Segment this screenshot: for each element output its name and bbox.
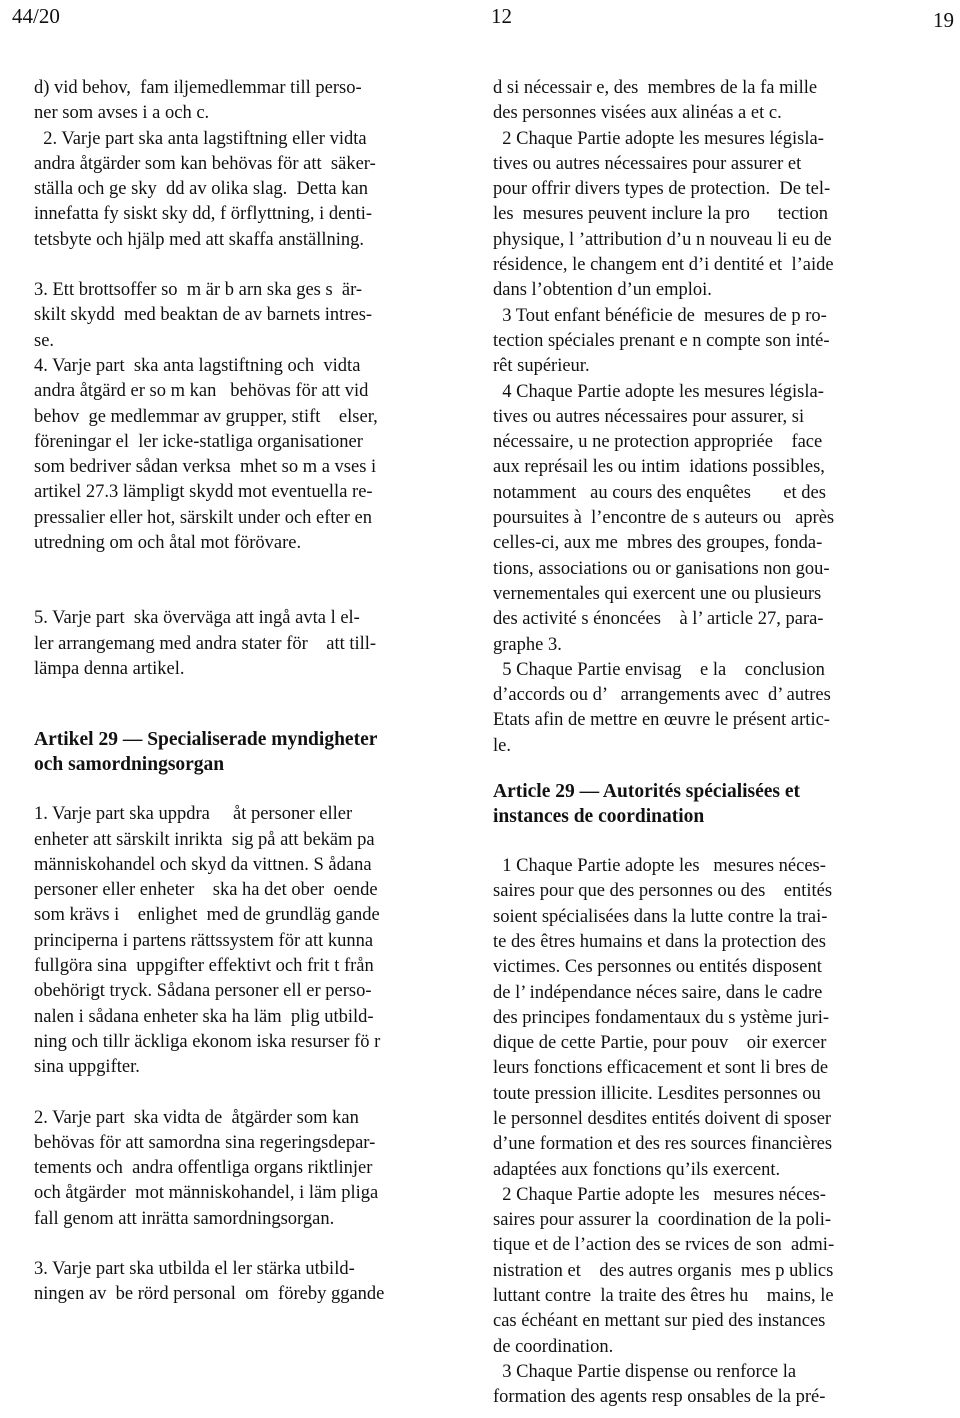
text-line: se. xyxy=(34,330,55,351)
page-header xyxy=(0,0,960,40)
paragraph-gap xyxy=(34,253,466,278)
paragraph-gap xyxy=(34,682,466,707)
text-line: behov ge medlemmar av grupper, stift elser, xyxy=(34,406,378,427)
text-line: saires pour que des personnes ou des entités xyxy=(493,881,833,902)
text-line: sina uppgifter. xyxy=(34,1057,140,1078)
text-line: behövas för att samordna sina regeringsdepar- xyxy=(34,1132,376,1153)
text-line: aux représail les ou intim idations possibles, xyxy=(493,457,825,478)
text-line: andra åtgärder som kan behövas för att säker- xyxy=(34,153,376,174)
text-line: physique, l ’attribution d’u n nouveau li eu de xyxy=(493,229,832,250)
text-line: 3 Tout enfant bénéficie de mesures de p ro- xyxy=(493,305,827,326)
text-line: d) vid behov, fam iljemedlemmar till perso- xyxy=(34,78,362,98)
text-line: enheter att särskilt inrikta sig på att bekäm pa xyxy=(34,829,375,850)
article-heading xyxy=(493,779,925,829)
text-line: de l’ indépendance néces saire, dans le cadre xyxy=(493,982,823,1003)
text-line: formation des agents resp onsables de la pré- xyxy=(493,1387,826,1408)
text-line: 1 Chaque Partie adopte les mesures néces- xyxy=(493,856,826,877)
text-line: leurs fonctions efficacement et sont li bres de xyxy=(493,1058,829,1079)
text-line: graphe 3. xyxy=(493,634,562,655)
text-line: saires pour assurer la coordination de la poli- xyxy=(493,1210,832,1231)
paragraph-gap xyxy=(34,777,466,802)
text-line: poursuites à l’encontre de s auteurs ou après xyxy=(493,508,835,529)
paragraph xyxy=(34,1106,466,1232)
text-line: nalen i sådana enheter ska ha läm plig utbild- xyxy=(34,1006,374,1027)
text-line: 3. Ett brottsoffer so m är b arn ska ges s är- xyxy=(34,280,363,301)
text-line: föreningar el ler icke-statliga organisationer xyxy=(34,431,363,452)
text-line: innefatta fy siskt sky dd, f örflyttning, i denti- xyxy=(34,204,373,225)
text-line: pressalier eller hot, särskilt under och efter en xyxy=(34,507,373,528)
text-line: nistration et des autres organis mes p ublics xyxy=(493,1260,834,1281)
swedish-column xyxy=(34,76,466,1308)
text-line: 4 Chaque Partie adopte les mesures législa- xyxy=(493,381,824,402)
text-line: notamment au cours des enquêtes et des xyxy=(493,482,826,503)
text-line: adaptées aux fonctions qu’ils exercent. xyxy=(493,1159,781,1180)
heading-line: och samordningsorgan xyxy=(34,754,225,776)
text-line: le. xyxy=(493,735,511,756)
text-line: artikel 27.3 lämpligt skydd mot eventuella re- xyxy=(34,482,373,503)
paragraph xyxy=(34,354,466,556)
text-line: d’une formation et des res sources financières xyxy=(493,1134,833,1155)
text-line: 2 Chaque Partie adopte les mesures néces- xyxy=(493,1184,826,1205)
text-line: rêt supérieur. xyxy=(493,356,590,377)
paragraph xyxy=(34,1257,466,1308)
text-line: tives ou autres nécessaires pour assurer, si xyxy=(493,406,805,427)
text-line: 3 Chaque Partie dispense ou renforce la xyxy=(493,1361,797,1382)
text-line: des activité s énoncées à l’ article 27, para- xyxy=(493,609,824,630)
text-line: ning och tillr äckliga ekonom iska resurser fö r xyxy=(34,1031,381,1052)
paragraph-gap xyxy=(34,707,466,727)
text-line: dans l’obtention d’un emploi. xyxy=(493,280,712,301)
text-line: tetsbyte och hjälp med att skaffa anställning. xyxy=(34,229,365,250)
text-line: des principes fondamentaux du s ystème juri- xyxy=(493,1007,829,1028)
text-line: andra åtgärd er so m kan behövas för att vid xyxy=(34,381,369,402)
text-line: ningen av be rörd personal om föreby ggande xyxy=(34,1284,385,1305)
text-line: principerna i partens rättssystem för att kunna xyxy=(34,930,374,951)
header-left-number: 44/20 xyxy=(12,4,60,28)
french-column xyxy=(493,76,925,1411)
text-line: 2. Varje part ska vidta de åtgärder som kan xyxy=(34,1107,359,1128)
text-line: lämpa denna artikel. xyxy=(34,658,185,679)
text-line: victimes. Ces personnes ou entités disposent xyxy=(493,957,822,978)
text-line: 4. Varje part ska anta lagstiftning och vidta xyxy=(34,355,361,376)
text-line: les mesures peuvent inclure la pro tection xyxy=(493,204,828,225)
text-line: nécessaire, u ne protection appropriée face xyxy=(493,432,823,453)
text-line: tions, associations ou or ganisations non gou- xyxy=(493,558,830,579)
text-line: skilt skydd med beaktan de av barnets intres- xyxy=(34,305,373,326)
text-line: celles-ci, aux me mbres des groupes, fonda- xyxy=(493,533,823,554)
text-line: 2. Varje part ska anta lagstiftning eller vidta xyxy=(34,128,367,149)
text-line: och åtgärder mot människohandel, i läm pliga xyxy=(34,1183,379,1204)
text-line: le personnel desdites entités doivent di sposer xyxy=(493,1108,832,1129)
text-line: obehörigt tryck. Sådana personer ell er perso- xyxy=(34,981,372,1002)
text-line: 5. Varje part ska överväga att ingå avta l el- xyxy=(34,608,360,629)
text-line: de coordination. xyxy=(493,1336,614,1357)
text-line: människohandel och skyd da vittnen. S ådana xyxy=(34,854,372,875)
text-line: som bedriver sådan verksa mhet so m a vses i xyxy=(34,457,377,478)
paragraph-gap xyxy=(493,829,925,854)
text-line: fall genom att inrätta samordningsorgan. xyxy=(34,1208,335,1229)
text-line: ner som avses i a och c. xyxy=(34,103,210,124)
text-line: pour offrir divers types de protection. De tel- xyxy=(493,179,831,200)
text-line: fullgöra sina uppgifter effektivt och frit t från xyxy=(34,956,374,977)
paragraph xyxy=(34,127,466,253)
text-line: ler arrangemang med andra stater för att till- xyxy=(34,633,377,654)
text-line: luttant contre la traite des êtres hu mains, le xyxy=(493,1286,834,1307)
paragraph xyxy=(493,76,925,759)
heading-line: instances de coordination xyxy=(493,806,705,828)
text-line: ställa och ge sky dd av olika slag. Detta kan xyxy=(34,179,368,200)
text-line: d’accords ou d’ arrangements avec d’ autres xyxy=(493,685,831,706)
text-line: tique et de l’action des se rvices de son admi- xyxy=(493,1235,835,1256)
paragraph-gap xyxy=(34,556,466,581)
text-line: cas échéant en mettant sur pied des instances xyxy=(493,1311,826,1332)
text-line: tives ou autres nécessaires pour assurer et xyxy=(493,153,802,174)
text-line: toute pression illicite. Lesdites personnes ou xyxy=(493,1083,821,1104)
paragraph xyxy=(34,278,466,354)
paragraph-gap xyxy=(34,1232,466,1257)
text-line: des personnes visées aux alinéas a et c. xyxy=(493,103,782,124)
header-right-number: 19 xyxy=(933,8,954,32)
text-line: 1. Varje part ska uppdra åt personer eller xyxy=(34,804,353,825)
text-line: 5 Chaque Partie envisag e la conclusion xyxy=(493,659,825,680)
paragraph xyxy=(34,76,466,127)
text-line: dique de cette Partie, pour pouv oir exercer xyxy=(493,1033,827,1054)
heading-line: Article 29 — Autorités spécialisées et xyxy=(493,781,801,803)
text-line: Etats afin de mettre en œuvre le présent artic- xyxy=(493,710,830,731)
text-line: vernementales qui exercent une ou plusieurs xyxy=(493,583,822,604)
text-line: personer eller enheter ska ha det ober oende xyxy=(34,880,378,901)
heading-line: Artikel 29 — Specialiserade myndigheter xyxy=(34,729,378,751)
article-heading xyxy=(34,727,466,777)
text-line: tements och andra offentliga organs riktlinjer xyxy=(34,1158,373,1179)
paragraph xyxy=(493,854,925,1411)
text-line: soient spécialisées dans la lutte contre la trai- xyxy=(493,906,828,927)
text-line: som krävs i enlighet med de grundläg gande xyxy=(34,905,380,926)
header-page-number: 12 xyxy=(491,4,512,28)
text-line: 2 Chaque Partie adopte les mesures législa- xyxy=(493,128,824,149)
paragraph xyxy=(34,606,466,682)
text-line: résidence, le changem ent d’i dentité et l’aide xyxy=(493,255,834,276)
paragraph-gap xyxy=(493,759,925,779)
text-line: tection spéciales prenant e n compte son inté- xyxy=(493,330,830,351)
text-line: 3. Varje part ska utbilda el ler stärka utbild- xyxy=(34,1258,355,1279)
paragraph xyxy=(34,802,466,1080)
paragraph-gap xyxy=(34,1081,466,1106)
text-line: d si nécessair e, des membres de la fa mille xyxy=(493,78,818,98)
text-line: utredning om och åtal mot förövare. xyxy=(34,533,302,554)
paragraph-gap xyxy=(34,581,466,606)
text-line: te des êtres humains et dans la protection des xyxy=(493,931,826,952)
